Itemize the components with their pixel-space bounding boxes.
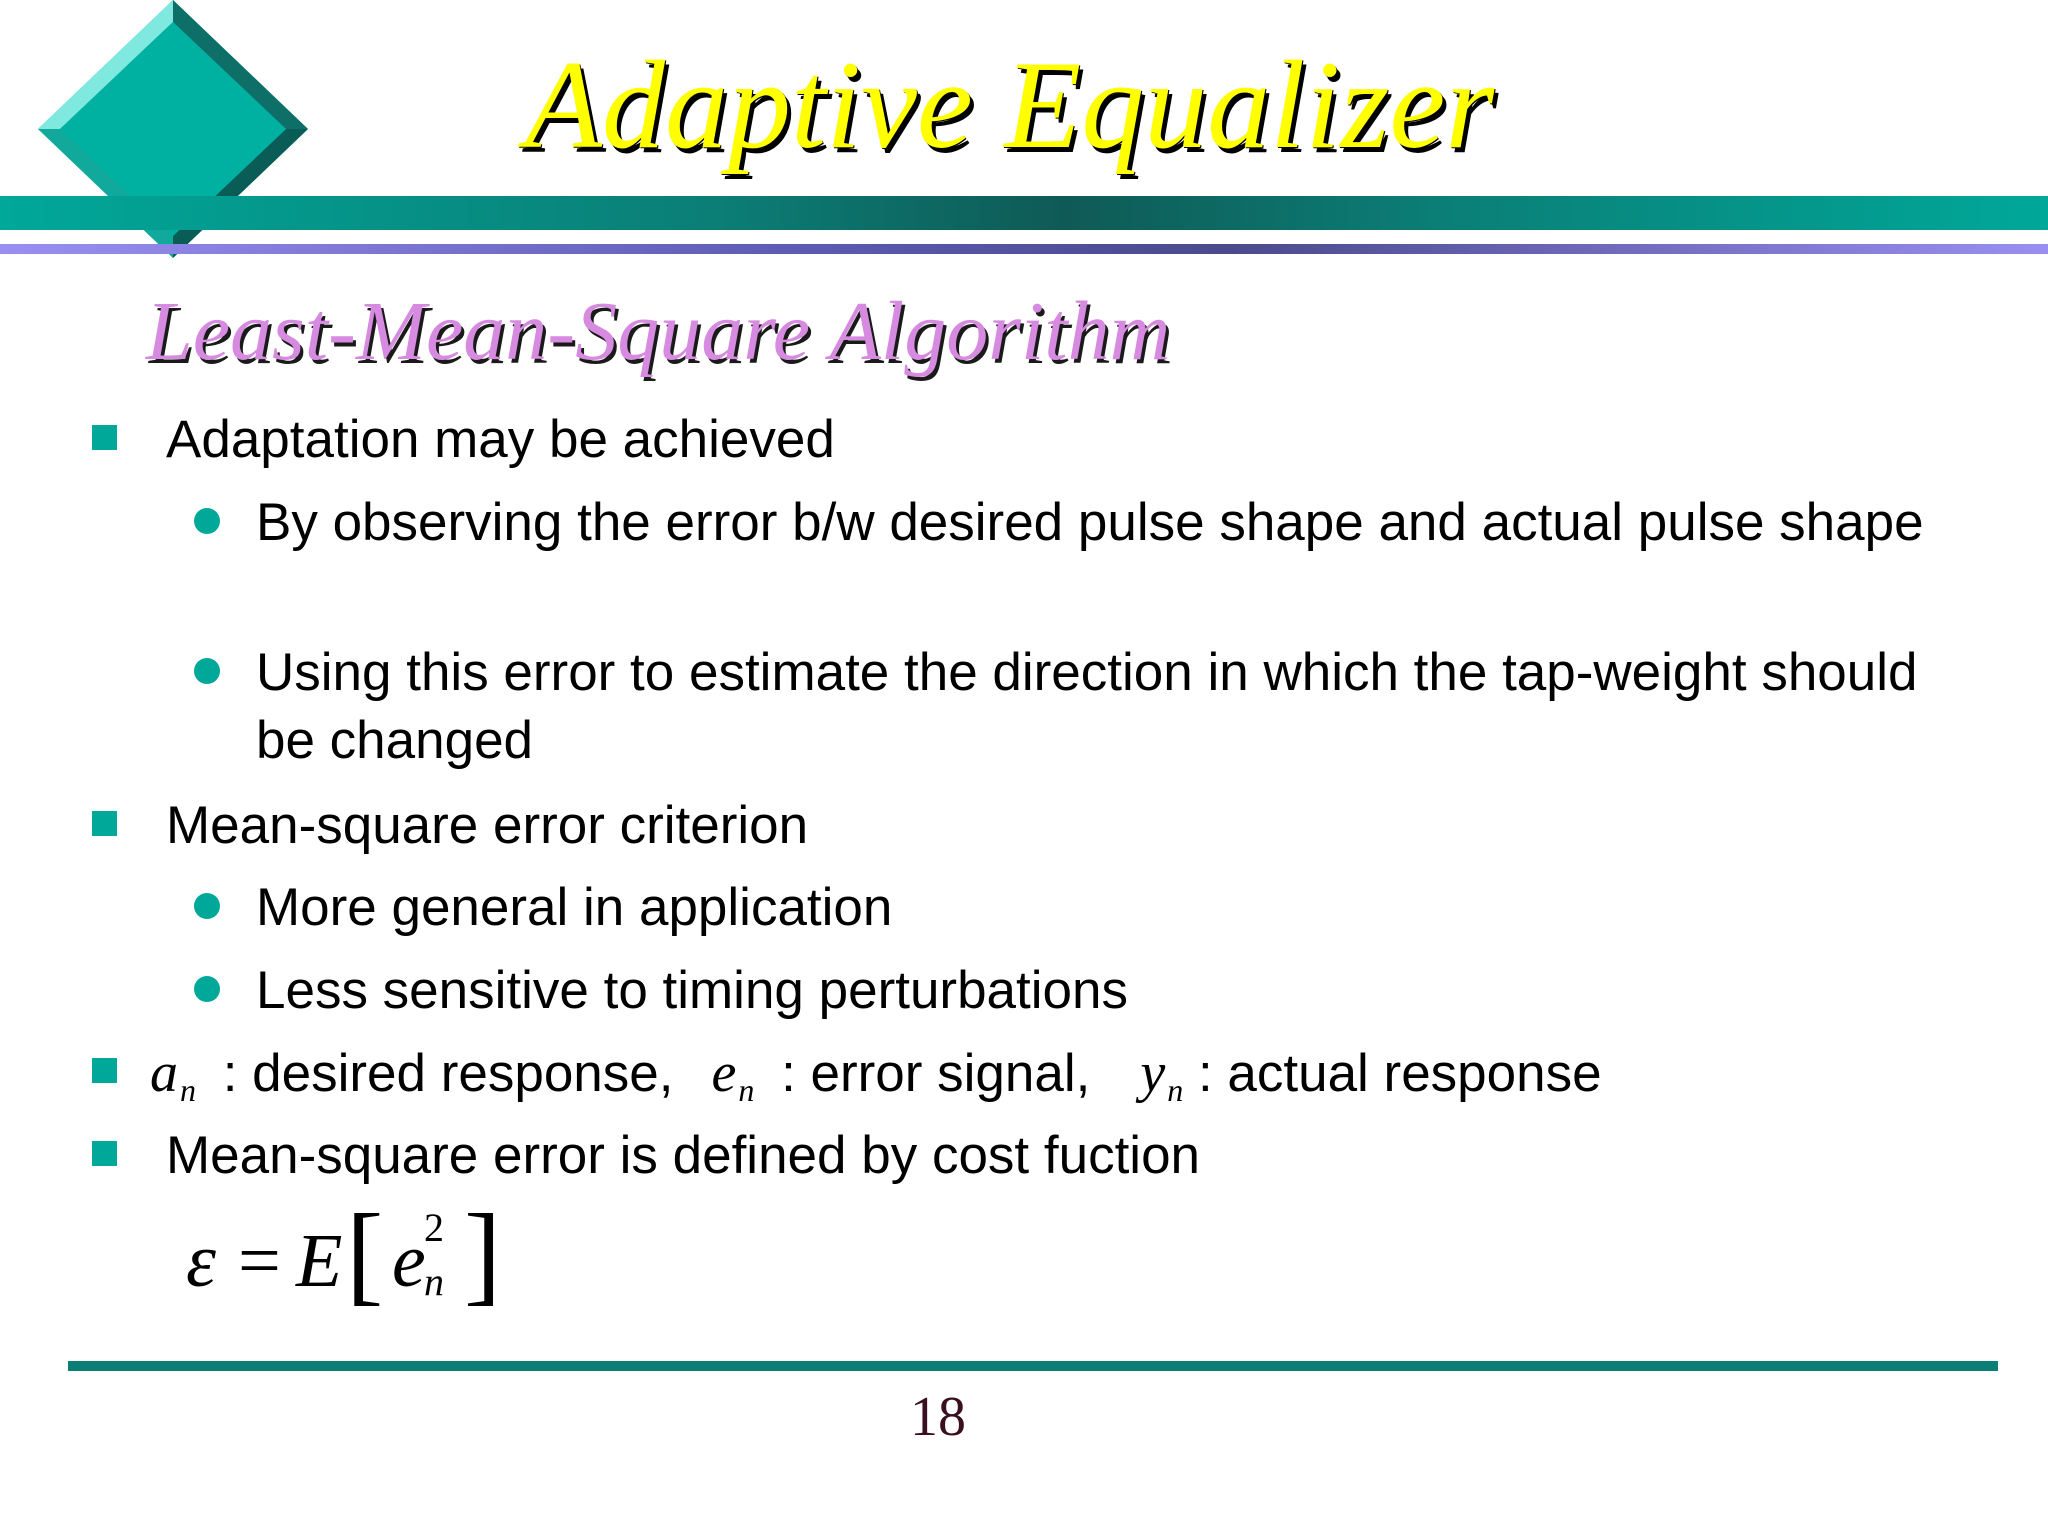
bullet-text: Mean-square error is defined by cost fuction: [166, 1126, 1201, 1185]
round-bullet-icon: [194, 976, 220, 1002]
square-bullet-icon: [92, 811, 117, 836]
bullet-text: Adaptation may be achieved: [166, 410, 835, 469]
square-bullet-icon: [92, 425, 117, 450]
header-bar-teal: [0, 196, 2048, 230]
sub-bullet-text: Using this error to estimate the direction in which the tap-weight should be changed: [256, 643, 1918, 770]
formula-variable: e: [392, 1219, 426, 1303]
header-bar-purple: [0, 244, 2048, 254]
page-number: 18: [910, 1386, 966, 1448]
definitions-line: [150, 1039, 1950, 1114]
desired-response-text: : desired response,: [208, 1044, 674, 1103]
symbol-e-subscript: n: [738, 1072, 755, 1108]
footer-line: [68, 1361, 1998, 1371]
symbol-y-subscript: n: [1167, 1072, 1184, 1108]
square-bullet-icon: [92, 1058, 117, 1083]
round-bullet-icon: [194, 508, 220, 534]
symbol-a: a: [150, 1042, 178, 1104]
formula-left-bracket: [: [346, 1192, 384, 1316]
error-signal-text: : error signal,: [766, 1044, 1091, 1103]
symbol-e: e: [711, 1042, 737, 1104]
slide-subtitle: Least-Mean-Square Algorithm: [146, 285, 1171, 378]
square-bullet-icon: [92, 1141, 117, 1166]
formula-superscript: 2: [424, 1205, 444, 1250]
formula-equals: =: [238, 1219, 281, 1303]
formula-right-bracket: ]: [464, 1192, 502, 1316]
bullet-text: Mean-square error criterion: [166, 796, 809, 855]
formula-subscript: n: [424, 1259, 444, 1304]
round-bullet-icon: [194, 658, 220, 684]
round-bullet-icon: [194, 893, 220, 919]
formula-epsilon: ε: [186, 1219, 216, 1303]
symbol-a-subscript: n: [180, 1072, 196, 1108]
sub-bullet-text: Less sensitive to timing perturbations: [256, 961, 1128, 1020]
sub-bullet-text: By observing the error b/w desired pulse shape and actual pulse shape: [256, 493, 1924, 552]
sub-bullet-text: More general in application: [256, 878, 893, 937]
actual-response-text: : actual response: [1183, 1044, 1602, 1103]
slide-title: Adaptive Equalizer: [525, 36, 1495, 175]
formula-expectation: E: [296, 1219, 343, 1303]
symbol-y: y: [1140, 1042, 1166, 1104]
